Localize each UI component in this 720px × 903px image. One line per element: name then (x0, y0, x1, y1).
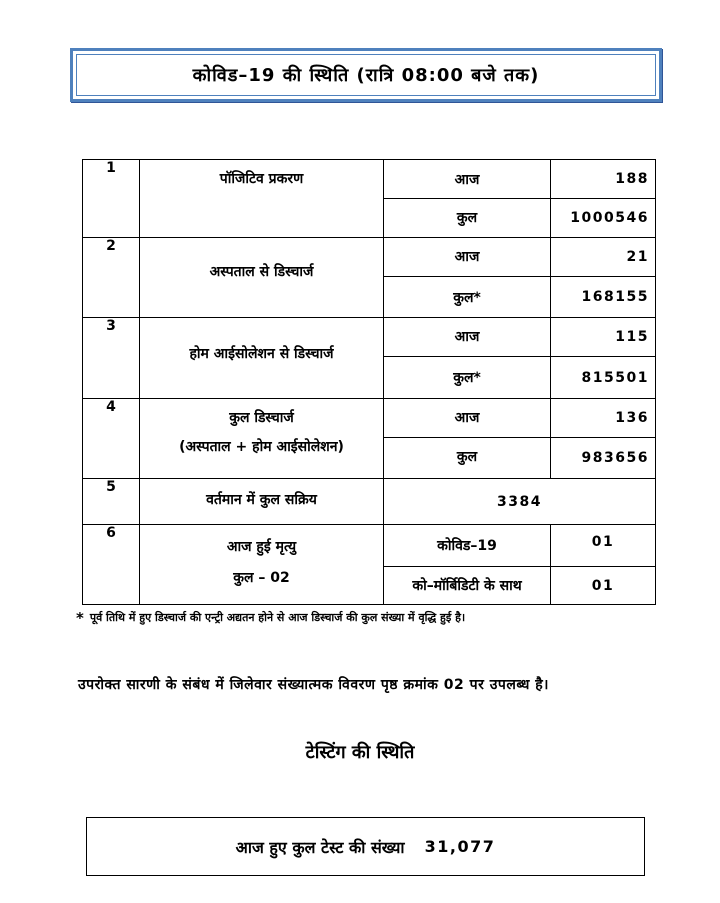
row-number: 3 (83, 318, 140, 399)
total-label: कुल (384, 199, 551, 238)
total-label: कुल (384, 438, 551, 479)
today-value: 188 (551, 160, 656, 199)
table-row (83, 479, 656, 525)
test-count-value: 31,077 (424, 837, 496, 856)
row-number: 1 (83, 160, 140, 238)
active-value: 3384 (384, 479, 656, 525)
today-value: 136 (551, 399, 656, 438)
district-details-note: उपरोक्त सारणी के संबंध में जिलेवार संख्यात्मक विवरण पृष्ठ क्रमांक 02 पर उपलब्ध है। (78, 677, 549, 693)
table-row (83, 318, 656, 357)
page-title: कोविड–19 की स्थिति (रात्रि 08:00 बजे तक) (76, 54, 656, 96)
today-label: आज (384, 399, 551, 438)
row-description: कुल डिस्चार्ज (अस्पताल + होम आईसोलेशन) (140, 399, 384, 479)
row-number: 5 (83, 479, 140, 525)
testing-heading: टेस्टिंग की स्थिति (305, 742, 415, 763)
row-description: आज हुई मृत्यु कुल – 02 (140, 525, 384, 605)
total-label: कुल* (384, 357, 551, 399)
table-row (83, 238, 656, 277)
table-row (83, 399, 656, 438)
today-label: आज (384, 160, 551, 199)
footnote-star: * (76, 609, 84, 627)
covid-status-table (82, 159, 656, 605)
title-box (70, 48, 662, 102)
row-description: होम आईसोलेशन से डिस्चार्ज (140, 318, 384, 399)
row-number: 6 (83, 525, 140, 605)
total-value: 983656 (551, 438, 656, 479)
today-label: आज (384, 318, 551, 357)
today-label: आज (384, 238, 551, 277)
total-value: 168155 (551, 277, 656, 318)
test-count-label: आज हुए कुल टेस्ट की संख्या (235, 837, 405, 857)
table-row (83, 160, 656, 199)
row-description: वर्तमान में कुल सक्रिय (140, 479, 384, 525)
footnote (76, 609, 465, 627)
row-number: 2 (83, 238, 140, 318)
comorbidity-death-value: 01 (551, 567, 656, 605)
footnote-text: पूर्व तिथि में हुए डिस्चार्ज की एन्ट्री अद्यतन होने से आज डिस्चार्ज की कुल संख्या में वृद्धि हुई है। (89, 611, 466, 624)
row-number: 4 (83, 399, 140, 479)
comorbidity-death-label: को–मॉर्बिडिटी के साथ (384, 567, 551, 605)
table-row (83, 525, 656, 567)
total-value: 815501 (551, 357, 656, 399)
today-value: 21 (551, 238, 656, 277)
total-value: 1000546 (551, 199, 656, 238)
covid-death-label: कोविड–19 (384, 525, 551, 567)
total-label: कुल* (384, 277, 551, 318)
covid-death-value: 01 (551, 525, 656, 567)
today-value: 115 (551, 318, 656, 357)
test-count-box (86, 817, 645, 876)
row-description: अस्पताल से डिस्चार्ज (140, 238, 384, 318)
row-description: पॉजिटिव प्रकरण (140, 160, 384, 238)
